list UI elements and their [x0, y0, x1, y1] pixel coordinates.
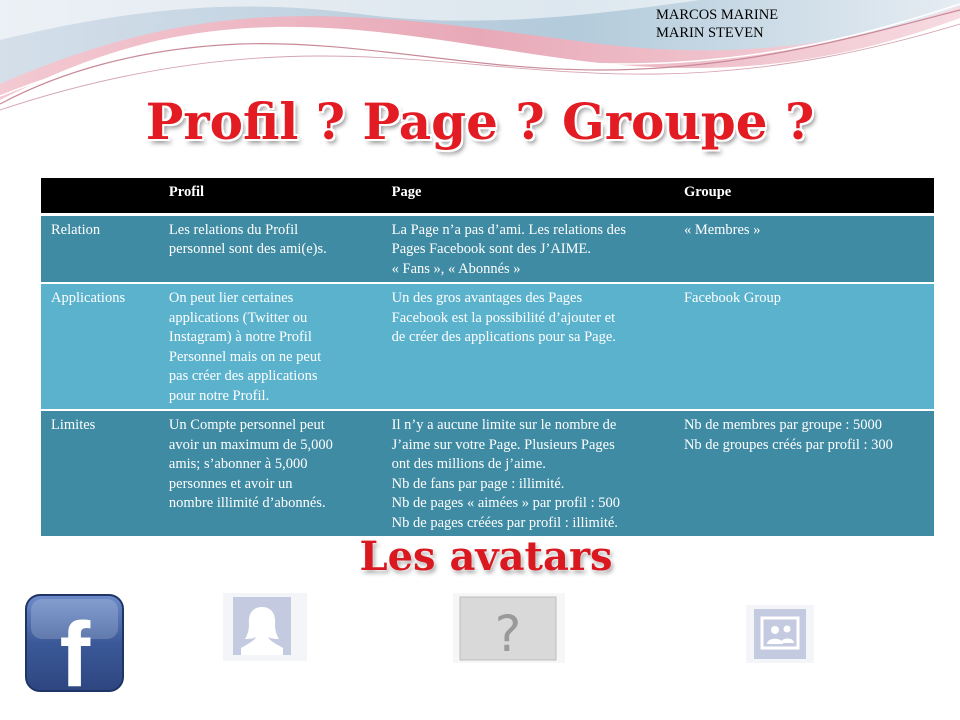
- row-label: Limites: [51, 417, 96, 433]
- header-profil: Profil: [159, 178, 382, 214]
- cell-line: Facebook est la possibilité d’ajouter et: [391, 309, 616, 326]
- cell-line: La Page n’a pas d’ami. Les relations des: [391, 221, 626, 238]
- cell-line: Nb de pages créées par profil : illimité.: [391, 514, 618, 531]
- row-label: Applications: [41, 283, 159, 410]
- author-2: MARIN STEVEN: [656, 25, 764, 41]
- cell-line: Nb de fans par page : illimité.: [391, 475, 565, 492]
- cell-line: « Membres »: [683, 221, 761, 238]
- cell-line: pas créer des applications: [168, 368, 318, 384]
- cell-line: pour notre Profil.: [168, 387, 270, 404]
- cell-line: Pages Facebook sont des J’AIME.: [391, 241, 592, 257]
- cell-line: Nb de pages « aimées » par profil : 500: [391, 495, 620, 511]
- cell-line: avoir un maximum de 5,000: [168, 436, 333, 453]
- question-avatar-icon: [453, 593, 565, 663]
- authors: [656, 6, 778, 42]
- slide-title: Profil ? Page ? Groupe ?: [145, 92, 815, 151]
- cell-line: Les relations du Profil: [168, 221, 299, 238]
- cell-groupe: [674, 410, 934, 536]
- cell-line: J’aime sur votre Page. Plusieurs Pages: [391, 436, 615, 453]
- header-page: Page: [382, 178, 674, 214]
- cell-line: « Fans », « Abonnés »: [391, 260, 521, 277]
- facebook-logo-icon: [25, 594, 124, 692]
- comparison-table: [41, 178, 934, 536]
- cell-line: amis; s’abonner à 5,000: [168, 456, 308, 472]
- cell-line: nombre illimité d’abonnés.: [168, 495, 326, 511]
- author-1: MARCOS MARINE: [656, 7, 779, 23]
- header-empty: [41, 178, 159, 214]
- cell-profil: [159, 214, 382, 283]
- cell-line: Un Compte personnel peut: [168, 417, 325, 433]
- cell-line: de créer des applications pour sa Page.: [391, 329, 616, 345]
- cell-line: Nb de membres par groupe : 5000: [683, 417, 883, 433]
- cell-groupe: [674, 214, 934, 283]
- cell-line: personnes et avoir un: [168, 475, 293, 492]
- cell-page: [382, 214, 674, 283]
- cell-line: Instagram) à notre Profil: [168, 329, 312, 345]
- cell-line: ont des millions de j’aime.: [391, 456, 546, 472]
- cell-profil: [159, 410, 382, 536]
- cell-line: Personnel mais on ne peut: [168, 348, 322, 365]
- table-row: [41, 410, 934, 536]
- table-header-row: [41, 178, 934, 214]
- table-row: [41, 214, 934, 283]
- cell-page: [382, 410, 674, 536]
- row-label: Relation: [41, 214, 159, 283]
- cell-line: Il n’y a aucune limite sur le nombre de: [391, 417, 617, 433]
- table-row: [41, 283, 934, 410]
- question-mark-glyph: ?: [494, 605, 522, 663]
- cell-line: On peut lier certaines: [168, 290, 294, 306]
- cell-groupe: [674, 283, 934, 410]
- avatars-heading: Les avatars: [359, 533, 613, 580]
- cell-profil: [159, 283, 382, 410]
- cell-line: Facebook Group: [683, 290, 781, 306]
- female-avatar-icon: [223, 593, 307, 661]
- cell-line: Un des gros avantages des Pages: [391, 290, 583, 306]
- header-groupe: Groupe: [674, 178, 934, 214]
- group-avatar-icon: [746, 605, 814, 663]
- facebook-f-glyph: f: [59, 604, 91, 692]
- cell-line: Nb de groupes créés par profil : 300: [683, 436, 893, 453]
- cell-page: [382, 283, 674, 410]
- cell-line: personnel sont des ami(e)s.: [168, 241, 327, 257]
- cell-line: applications (Twitter ou: [168, 309, 308, 326]
